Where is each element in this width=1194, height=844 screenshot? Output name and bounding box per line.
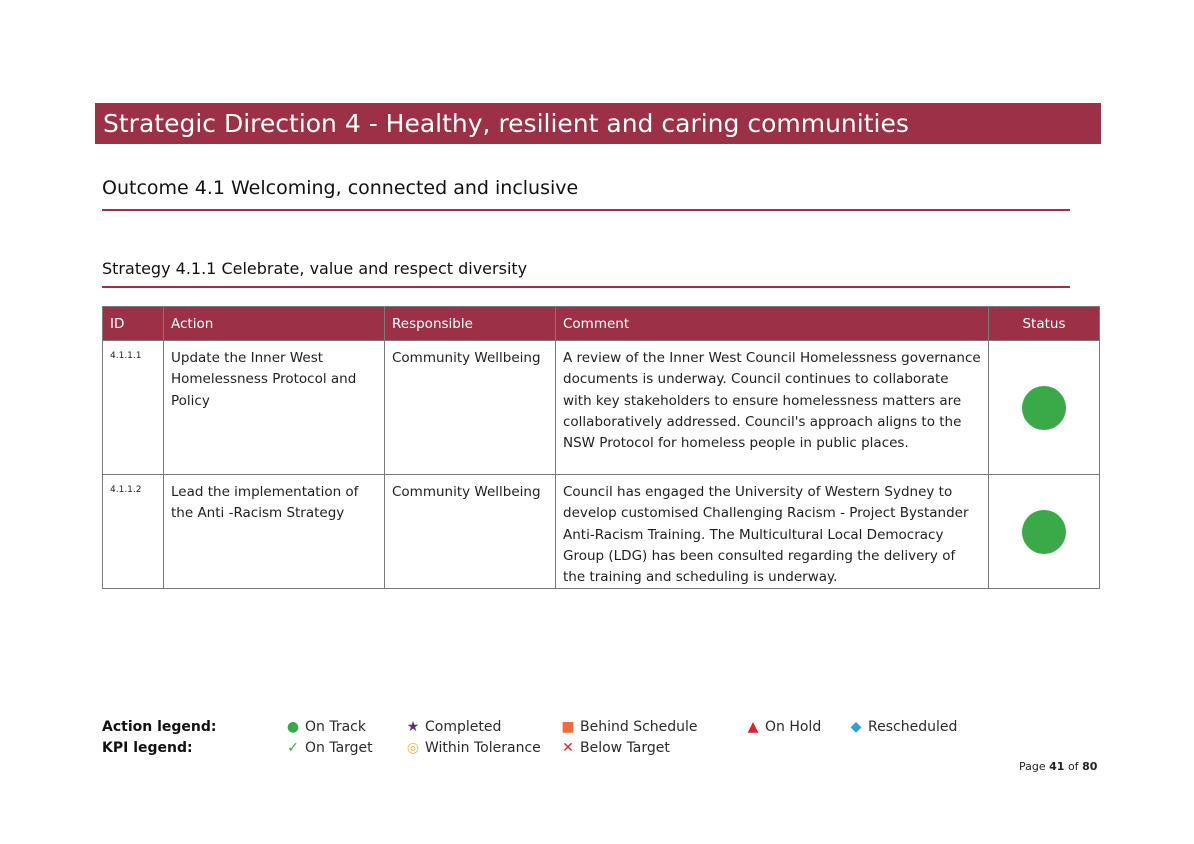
on-track-status-icon bbox=[1022, 386, 1066, 430]
column-header-comment: Comment bbox=[556, 307, 989, 341]
row-id: 4.1.1.1 bbox=[103, 341, 164, 475]
legend-below-target: ✕ Below Target bbox=[560, 739, 670, 757]
page-number: Page 41 of 80 bbox=[1019, 760, 1098, 773]
legend-completed: ★ Completed bbox=[406, 719, 502, 735]
actions-table bbox=[102, 306, 1100, 589]
legend-behind-schedule: ■ Behind Schedule bbox=[561, 719, 698, 735]
yellow-target-icon: ◎ bbox=[406, 740, 420, 756]
blue-diamond-icon: ◆ bbox=[850, 719, 862, 735]
on-track-status-icon bbox=[1022, 510, 1066, 554]
legend-within-tolerance: ◎ Within Tolerance bbox=[406, 740, 541, 756]
column-header-responsible: Responsible bbox=[385, 307, 556, 341]
kpi-legend-label: KPI legend: bbox=[102, 740, 193, 756]
row-action: Update the Inner West Homelessness Protocol and Policy bbox=[164, 341, 385, 475]
table-row bbox=[103, 341, 1100, 475]
legend-on-hold: ▲ On Hold bbox=[745, 718, 821, 736]
legend-on-target: ✓ On Target bbox=[285, 739, 373, 757]
green-circle-icon: ● bbox=[286, 719, 300, 735]
row-comment: A review of the Inner West Council Homelessness governance documents is underway. Council continues to collaborate with key stakeholders to ensure homelessness matters are collaboratively addressed. Council's approach aligns to the NSW Protocol for homeless people in public places. bbox=[556, 341, 989, 475]
orange-square-icon: ■ bbox=[561, 719, 575, 735]
table-header-row bbox=[103, 307, 1100, 341]
strategy-title: Strategy 4.1.1 Celebrate, value and respect diversity bbox=[102, 259, 528, 278]
row-responsible: Community Wellbeing bbox=[385, 341, 556, 475]
red-x-circle-icon: ✕ bbox=[562, 740, 574, 756]
action-legend-label: Action legend: bbox=[102, 719, 217, 735]
row-id: 4.1.1.2 bbox=[103, 475, 164, 589]
row-comment: Council has engaged the University of Western Sydney to develop customised Challenging Racism - Project Bystander Anti-Racism Training. The Multicultural Local Democracy Group (LDG) has been consulted regarding the delivery of the training and scheduling is underway. bbox=[556, 475, 989, 589]
green-check-circle-icon: ✓ bbox=[287, 740, 299, 756]
outcome-title: Outcome 4.1 Welcoming, connected and inclusive bbox=[102, 177, 579, 199]
strategy-divider bbox=[102, 286, 1070, 288]
legend-rescheduled: ◆ Rescheduled bbox=[848, 718, 957, 736]
column-header-action: Action bbox=[164, 307, 385, 341]
row-status bbox=[989, 475, 1100, 589]
strategic-direction-banner bbox=[95, 103, 1101, 144]
legend-on-track: ● On Track bbox=[286, 719, 366, 735]
table-row bbox=[103, 475, 1100, 589]
strategic-direction-title: Strategic Direction 4 - Healthy, resilient and caring communities bbox=[103, 109, 909, 138]
red-triangle-icon: ▲ bbox=[747, 719, 759, 735]
outcome-divider bbox=[102, 209, 1070, 211]
row-status bbox=[989, 341, 1100, 475]
row-action: Lead the implementation of the Anti -Racism Strategy bbox=[164, 475, 385, 589]
purple-star-icon: ★ bbox=[406, 719, 420, 735]
column-header-id: ID bbox=[103, 307, 164, 341]
row-responsible: Community Wellbeing bbox=[385, 475, 556, 589]
column-header-status: Status bbox=[989, 307, 1100, 341]
